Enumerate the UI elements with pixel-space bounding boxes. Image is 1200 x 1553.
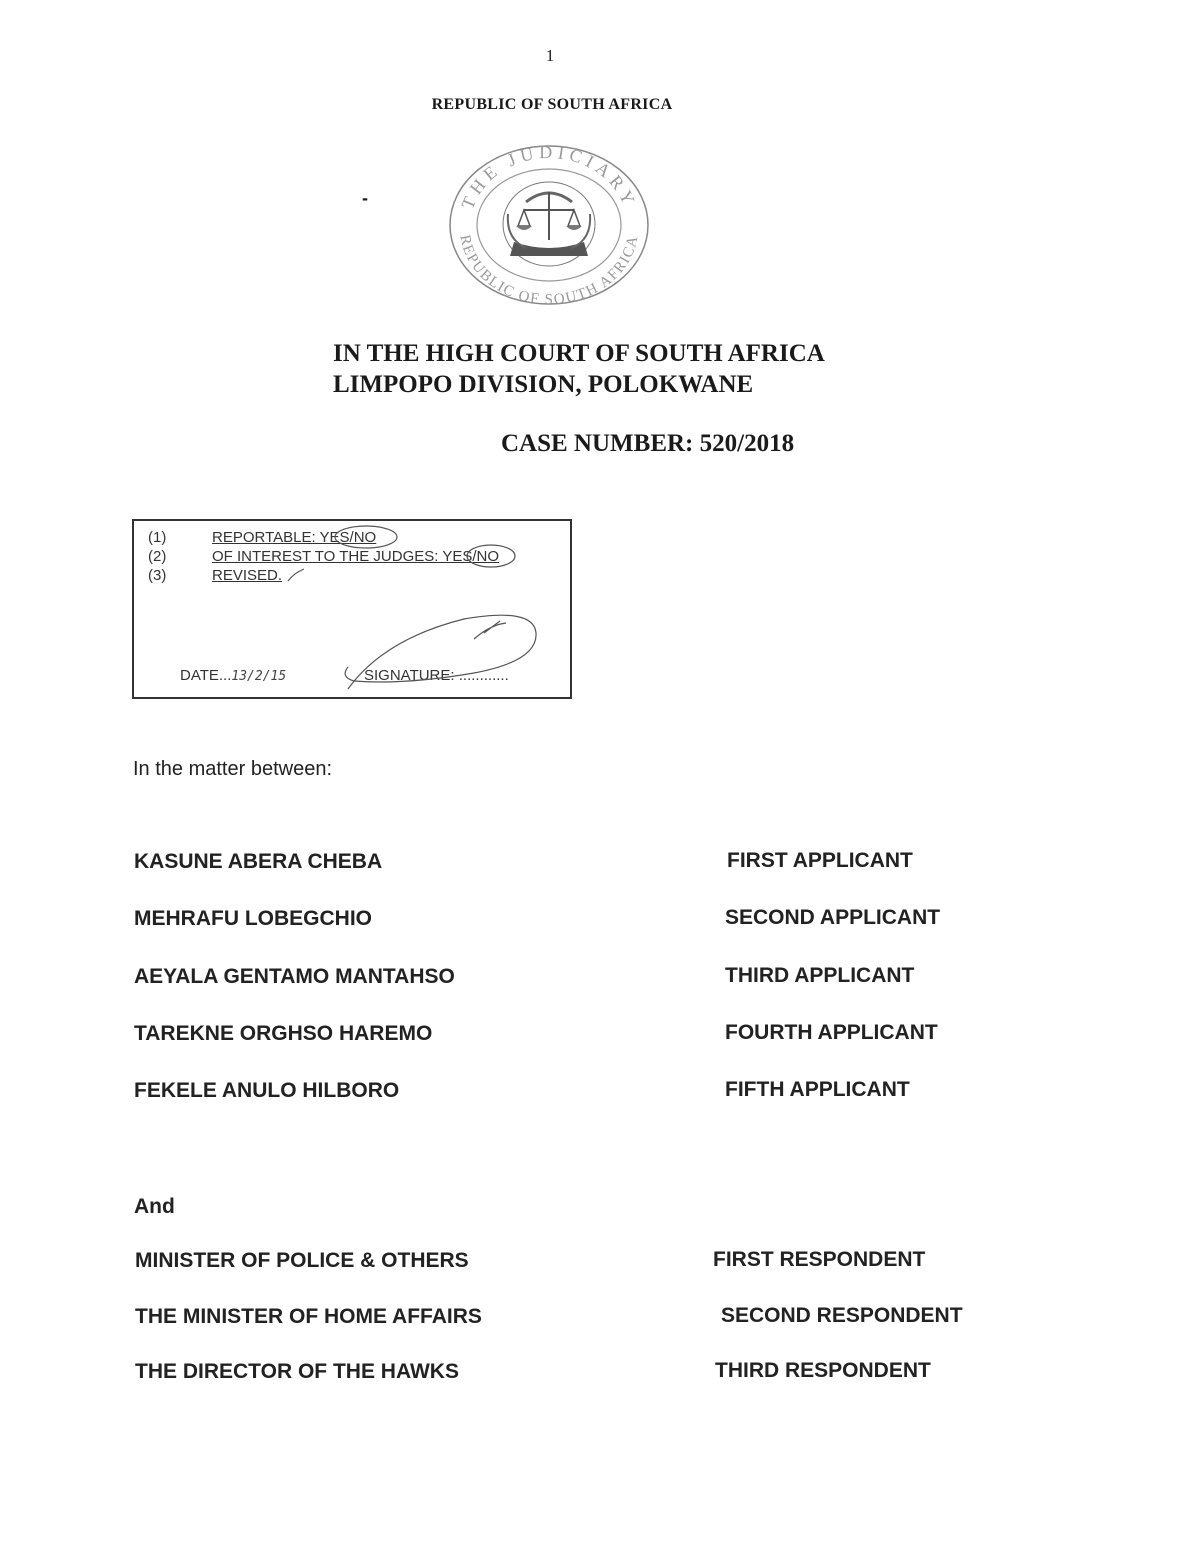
applicant-name: KASUNE ABERA CHEBA [134, 850, 383, 873]
applicant-role: FOURTH APPLICANT [725, 1021, 938, 1044]
signature-scribble [345, 615, 536, 689]
court-division: LIMPOPO DIVISION, POLOKWANE [333, 371, 754, 398]
reportable-item: REPORTABLE: YES/NO [212, 529, 377, 546]
yes-circle-mark [467, 545, 515, 567]
svg-text:REPUBLIC OF SOUTH AFRICA: REPUBLIC OF SOUTH AFRICA [456, 233, 642, 306]
stray-mark: - [362, 188, 368, 208]
matter-intro: In the matter between: [133, 758, 333, 780]
yes-circle-mark [335, 526, 397, 548]
applicant-name: FEKELE ANULO HILBORO [134, 1079, 400, 1102]
respondent-name: THE DIRECTOR OF THE HAWKS [135, 1360, 459, 1383]
page-number: 1 [545, 46, 555, 65]
item-number: (2) [148, 548, 167, 565]
reportable-box [132, 519, 572, 699]
applicant-role: FIRST APPLICANT [727, 849, 913, 872]
date-label: DATE... [180, 667, 232, 684]
court-heading [333, 338, 825, 400]
interest-item: OF INTEREST TO THE JUDGES: YES/NO [212, 548, 500, 565]
tick-mark [288, 569, 304, 581]
signature-scribble [474, 621, 506, 639]
applicant-name: MEHRAFU LOBEGCHIO [134, 907, 372, 930]
applicant-name: TAREKNE ORGHSO HAREMO [134, 1022, 433, 1045]
applicant-role: SECOND APPLICANT [725, 906, 941, 929]
respondent-name: THE MINISTER OF HOME AFFAIRS [135, 1305, 482, 1328]
judiciary-seal-logo [448, 144, 650, 306]
applicant-role: FIFTH APPLICANT [725, 1078, 910, 1101]
handwritten-marks [134, 521, 574, 701]
revised-item: REVISED. [212, 567, 283, 584]
respondent-role: FIRST RESPONDENT [713, 1248, 926, 1271]
court-name: IN THE HIGH COURT OF SOUTH AFRICA [333, 340, 825, 367]
applicant-role: THIRD APPLICANT [725, 964, 915, 987]
case-number: CASE NUMBER: 520/2018 [501, 430, 795, 457]
signature-label: SIGNATURE: ............ [364, 667, 509, 684]
respondent-name: MINISTER OF POLICE & OTHERS [135, 1249, 469, 1272]
respondent-role: SECOND RESPONDENT [721, 1304, 963, 1327]
date-value: 13/2/15 [231, 669, 287, 684]
applicant-name: AEYALA GENTAMO MANTAHSO [134, 965, 455, 988]
item-number: (1) [148, 529, 167, 546]
and-separator: And [134, 1195, 175, 1218]
country-heading: REPUBLIC OF SOUTH AFRICA [431, 96, 673, 113]
item-number: (3) [148, 567, 167, 584]
svg-text:THE JUDICIARY: THE JUDICIARY [457, 144, 641, 212]
respondent-role: THIRD RESPONDENT [715, 1359, 931, 1382]
